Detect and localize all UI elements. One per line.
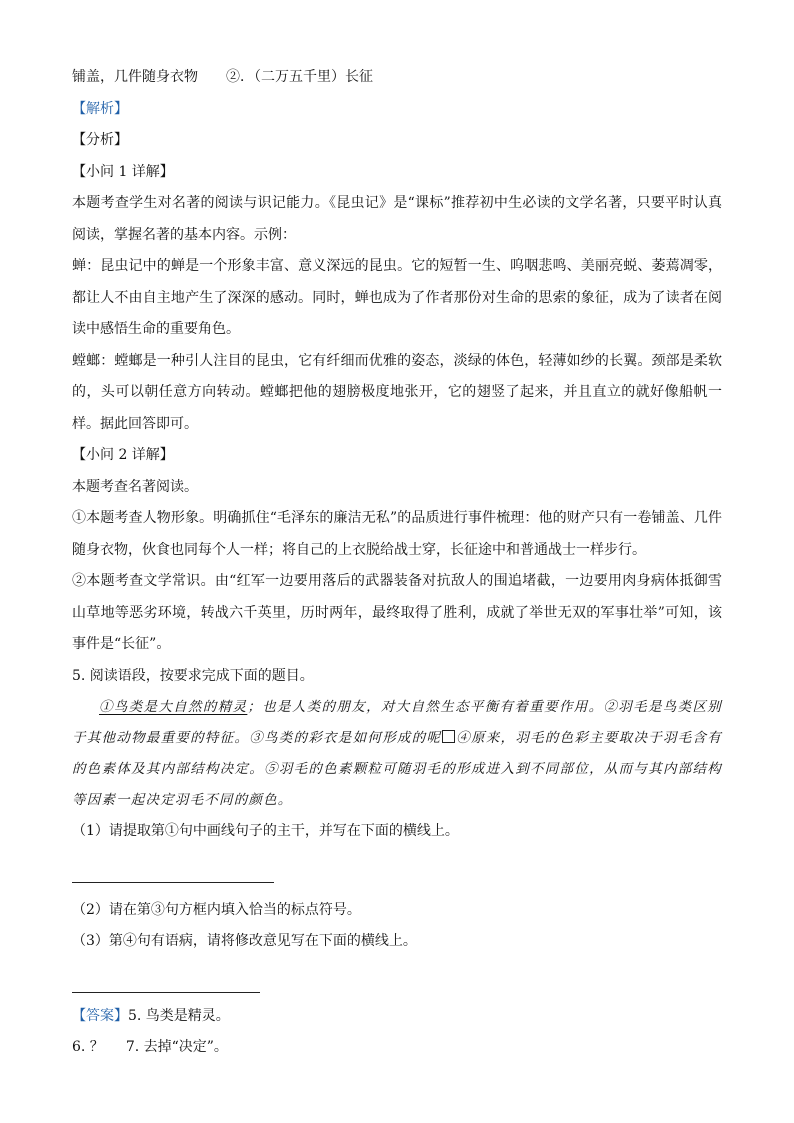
analysis-heading: 【解析】 (72, 100, 128, 117)
document-page (72, 62, 722, 1064)
answer-7: 7. 去掉“决定”。 (125, 1039, 228, 1055)
subquestion-2-heading: 【小问 2 详解】 (72, 447, 174, 463)
analysis-subheading: 【分析】 (72, 132, 128, 148)
subquestion-3-prompt: （3）第④句有语病，请将修改意见写在下面的横线上。 (72, 933, 417, 949)
subquestion-2-prompt: （2）请在第③句方框内填入恰当的标点符号。 (72, 901, 361, 918)
reading-passage (72, 692, 722, 816)
answer-tag: 【答案】 (72, 1007, 128, 1024)
passage-sentence-4-5: ④原来，羽毛的色彩主要取决于羽毛含有的色素体及其内部结构决定。⑤羽毛的色素颗粒可随羽毛的形成进入到不同部位，从而与其内部结构等因素一起决定羽毛不同的颜色。 (72, 730, 722, 808)
answer-item-2: ②．（二万五千里）长征 (226, 69, 373, 85)
answer-6: 6. ？ (72, 1039, 104, 1055)
answer-row-5 (72, 1001, 722, 1033)
question-5-prompt: 5. 阅读语段，按要求完成下面的题目。 (72, 667, 314, 684)
underlined-sentence: ①鸟类是大自然的精灵 (99, 699, 248, 715)
passage-sentence-1-rest: ；也是人类的朋友，对大自然生态平衡有着重要作用。②羽毛是鸟类区别于其他动物最重要的特征。③鸟类的彩衣是如何形成的呢 (72, 699, 723, 746)
paragraph-cicada: 蝉：昆虫记中的蝉是一个形象丰富、意义深远的昆虫。它的短暂一生、呜咽悲鸣、美丽亮蜕、萎蔫凋零，都让人不由自主地产生了深深的感动。同时，蝉也成为了作者那份对生命的思索的象征，成为了读者在阅读中感悟生命的重要角色。 (72, 258, 722, 337)
subquestion-1-prompt: （1）请提取第①句中画线句子的主干，并写在下面的横线上。 (72, 823, 459, 839)
paragraph-reading: 本题考查名著阅读。 (72, 478, 198, 495)
paragraph-intro: 本题考查学生对名著的阅读与识记能力。《昆虫记》是“课标”推荐初中生必读的文学名著，只要平时认真阅读，掌握名著的基本内容。示例： (72, 195, 722, 243)
paragraph-literature: ②本题考查文学常识。由“红军一边要用落后的武器装备对抗敌人的围追堵截，一边要用肉身病体抵御雪山草地等恶劣环境，转战六千英里，历时两年，最终取得了胜利，成就了举世无双的军事壮举”可知，该事件是“长征”。 (72, 573, 722, 652)
paragraph-mantis: 螳螂：螳螂是一种引人注目的昆虫，它有纤细而优雅的姿态，淡绿的体色，轻薄如纱的长翼。颈部是柔软的，头可以朝任意方向转动。螳螂把他的翅膀极度地张开，它的翅竖了起来，并且直立的就好像船帆一样。据此回答即可。 (72, 352, 722, 432)
subquestion-1-heading: 【小问 1 详解】 (72, 163, 174, 180)
answer-5: 5. 鸟类是精灵。 (128, 1007, 230, 1024)
answer-row-6-7 (72, 1032, 722, 1064)
answer-continuation-text: 铺盖，几件随身衣物 (72, 69, 198, 85)
paragraph-character: ①本题考查人物形象。明确抓住“毛泽东的廉洁无私”的品质进行事件梳理：他的财产只有一卷铺盖、几件随身衣物，伙食也同每个人一样；将自己的上衣脱给战士穿，长征途中和普通战士一样步行。 (72, 510, 722, 558)
answer-continuation (72, 62, 722, 94)
blank-box (442, 730, 455, 743)
